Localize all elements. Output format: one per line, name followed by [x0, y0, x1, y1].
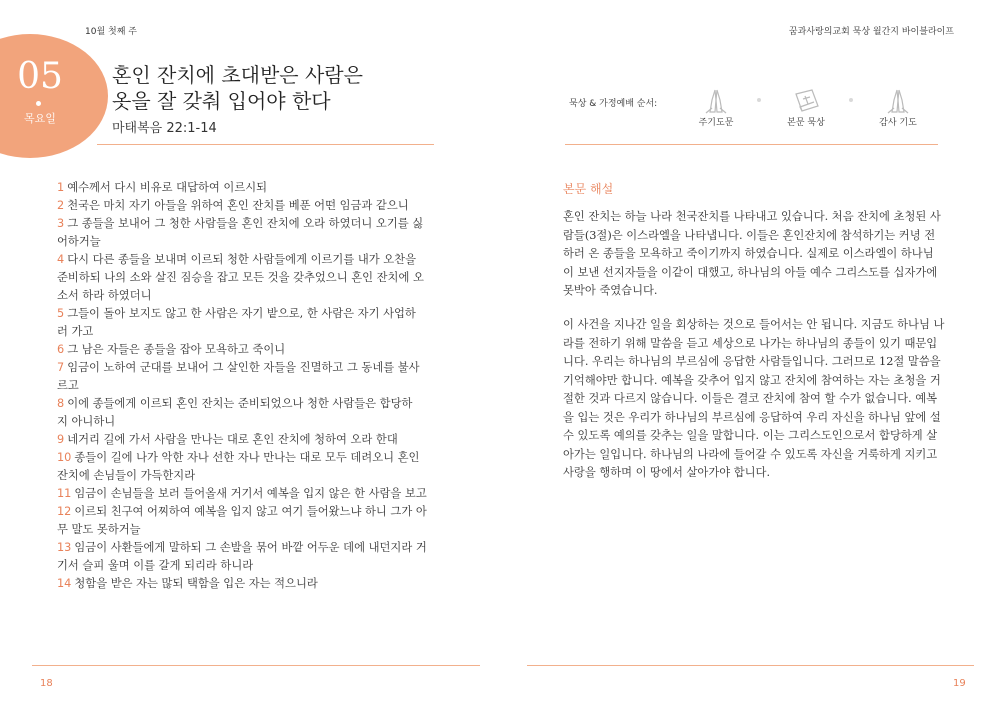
commentary-line: 라를 전하기 위해 말씀을 듣고 세상으로 나가는 하나님의 종들이 있기 때문입 [563, 336, 938, 350]
commentary-line: 못박아 죽였습니다. [563, 284, 658, 297]
order-divider [565, 144, 938, 145]
commentary-title: 본문 해설 [563, 182, 614, 196]
title-divider [97, 144, 434, 145]
verse-number: 9 [57, 433, 65, 446]
verse-text: 소서 하라 하였더니 [57, 289, 152, 302]
verse-line [57, 449, 437, 467]
day-name: 목요일 [24, 112, 56, 125]
verse-number: 7 [57, 361, 65, 374]
verse-line [57, 179, 437, 197]
verse-line [57, 269, 437, 287]
step-label-thanks-prayer: 감사 기도 [879, 118, 917, 128]
verse-line [57, 395, 437, 413]
verse-line [57, 467, 437, 485]
running-header-right: 꿈과사랑의교회 묵상 월간지 바이블라이프 [788, 27, 954, 37]
commentary-line: 사랑을 행하며 이 땅에서 살아가야 합니다. [563, 466, 771, 479]
commentary-line: 람들(3절)은 이스라엘을 나타냅니다. 이들은 혼인잔치에 참석하기는 커녕 전 [563, 228, 936, 242]
verse-text: 어하거늘 [57, 235, 101, 248]
verse-line [57, 575, 437, 593]
verse-text: 임금이 사환들에게 말하되 그 손발을 묶어 바깥 어두운 데에 내던지라 거 [74, 541, 427, 554]
verse-line [57, 521, 437, 539]
commentary-line: 하러 온 종들을 모욕하고 죽이기까지 하였습니다. 실제로 이스라엘이 하나님 [563, 247, 934, 260]
verse-text: 잔치에 손님들이 가득한지라 [57, 469, 196, 482]
running-header-left: 10월 첫째 주 [85, 27, 137, 37]
verse-text: 네거리 길에 가서 사람을 만나는 대로 혼인 잔치에 청하여 오라 한대 [67, 433, 398, 446]
verse-line [57, 557, 437, 575]
verse-text: 임금이 노하여 군대를 보내어 그 살인한 자들을 진멸하고 그 동네를 불사 [67, 361, 420, 374]
verse-line [57, 341, 437, 359]
page-number-left: 18 [40, 678, 53, 689]
commentary-line: 수 있도록 예의를 갖추는 일을 말합니다. 이는 그리스도인으로서 합당하게 살 [563, 429, 938, 442]
verse-line [57, 197, 437, 215]
commentary-line: 이 보낸 선지자들을 이같이 대했고, 하나님의 아들 예수 그리스도를 십자가에 [563, 265, 938, 279]
step-separator [849, 98, 853, 102]
page-number-right: 19 [953, 678, 966, 689]
commentary-line: 을 입는 것은 우리가 하나님의 부르심에 응답하여 우리 자신을 하나님 앞에 설 [563, 410, 941, 424]
verse-number: 2 [57, 199, 65, 212]
verse-line [57, 305, 437, 323]
bible-book-icon [788, 86, 824, 114]
verse-text: 이르되 친구여 어찌하여 예복을 입지 않고 여기 들어왔느냐 하니 그가 아 [74, 505, 427, 518]
verse-line [57, 377, 437, 395]
verse-text: 다시 다른 종들을 보내며 이르되 청한 사람들에게 이르기를 내가 오찬을 [67, 253, 416, 266]
day-badge-dot [36, 101, 41, 106]
praying-hands-icon [698, 86, 734, 114]
verse-text: 준비하되 나의 소와 살진 짐승을 잡고 모든 것을 갖추었으니 혼인 잔치에 오 [57, 271, 424, 284]
verse-number: 13 [57, 541, 72, 554]
scripture-reference: 마태복음 22:1-14 [112, 121, 217, 136]
commentary-paragraph-1 [563, 208, 955, 301]
commentary-line: 이 사건을 지나간 일을 회상하는 것으로 들어서는 안 됩니다. 지금도 하나님 나 [563, 318, 945, 331]
verse-number: 1 [57, 181, 65, 194]
worship-order-label: 묵상 & 가정예배 순서: [569, 99, 658, 109]
verse-text: 그 종들을 보내어 그 청한 사람들을 혼인 잔치에 오라 하였더니 오기를 싫 [67, 217, 424, 230]
verse-line [57, 287, 437, 305]
title-line-2: 옷을 잘 갖춰 입어야 한다 [112, 89, 331, 113]
verse-text: 임금이 손님들을 보러 들어올새 거기서 예복을 입지 않은 한 사람을 보고 [74, 487, 427, 500]
verse-line [57, 485, 437, 503]
verse-number: 12 [57, 505, 72, 518]
verse-text: 종들이 길에 나가 악한 자나 선한 자나 만나는 대로 모두 데려오니 혼인 [74, 451, 420, 464]
verse-text: 러 가고 [57, 325, 94, 338]
verse-number: 4 [57, 253, 65, 266]
commentary-line: 기억해야만 합니다. 예복을 갖추어 입지 않고 잔치에 참여하는 자는 초청을 거 [563, 373, 941, 387]
verse-line [57, 413, 437, 431]
verse-line [57, 233, 437, 251]
day-number: 05 [17, 56, 63, 97]
verse-line [57, 323, 437, 341]
title-line-1: 혼인 잔치에 초대받은 사람은 [112, 63, 363, 87]
verse-line [57, 539, 437, 557]
verse-line [57, 359, 437, 377]
verse-number: 11 [57, 487, 72, 500]
verse-number: 8 [57, 397, 65, 410]
verse-text: 그들이 돌아 보지도 않고 한 사람은 자기 밭으로, 한 사람은 자기 사업하 [67, 307, 416, 320]
verse-text: 무 말도 못하거늘 [57, 523, 141, 536]
verse-number: 5 [57, 307, 65, 320]
verse-number: 14 [57, 577, 72, 590]
verse-text: 기서 슬피 울며 이를 갈게 되리라 하니라 [57, 559, 254, 572]
step-label-lords-prayer: 주기도문 [698, 118, 734, 128]
step-separator [757, 98, 761, 102]
verse-line [57, 503, 437, 521]
commentary-paragraph-2 [563, 316, 955, 483]
verse-text: 르고 [57, 379, 79, 392]
verse-number: 3 [57, 217, 65, 230]
verse-text: 예수께서 다시 비유로 대답하여 이르시되 [67, 181, 268, 194]
verse-text: 그 남은 자들은 종들을 잡아 모욕하고 죽이니 [67, 343, 286, 356]
scripture-text [57, 179, 437, 593]
footer-rule-right [527, 665, 974, 666]
commentary-line: 니다. 우리는 하나님의 부르심에 응답한 사람들입니다. 그러므로 12절 말씀을 [563, 355, 941, 368]
verse-text: 청함을 받은 자는 많되 택함을 입은 자는 적으니라 [74, 577, 318, 590]
page-title [112, 62, 363, 114]
verse-line [57, 431, 437, 449]
commentary-line: 아가는 일입니다. 하나님의 나라에 들어갈 수 있도록 자신을 거룩하게 지키고 [563, 447, 938, 461]
footer-rule-left [32, 665, 480, 666]
verse-line [57, 215, 437, 233]
step-label-meditation: 본문 묵상 [787, 118, 825, 128]
verse-line [57, 251, 437, 269]
verse-text: 천국은 마치 자기 아들을 위하여 혼인 잔치를 베푼 어떤 임금과 같으니 [67, 199, 409, 212]
commentary-line: 혼인 잔치는 하늘 나라 천국잔치를 나타내고 있습니다. 처음 잔치에 초청된 사 [563, 210, 941, 223]
verse-number: 6 [57, 343, 65, 356]
verse-text: 이에 종들에게 이르되 혼인 잔치는 준비되었으나 청한 사람들은 합당하 [67, 397, 413, 410]
verse-number: 10 [57, 451, 72, 464]
commentary-line: 절한 것과 다르지 않습니다. 이들은 결코 잔치에 참여 할 수가 없습니다. 예복 [563, 392, 938, 405]
verse-text: 지 아니하니 [57, 415, 116, 428]
praying-hands-icon [880, 86, 916, 114]
